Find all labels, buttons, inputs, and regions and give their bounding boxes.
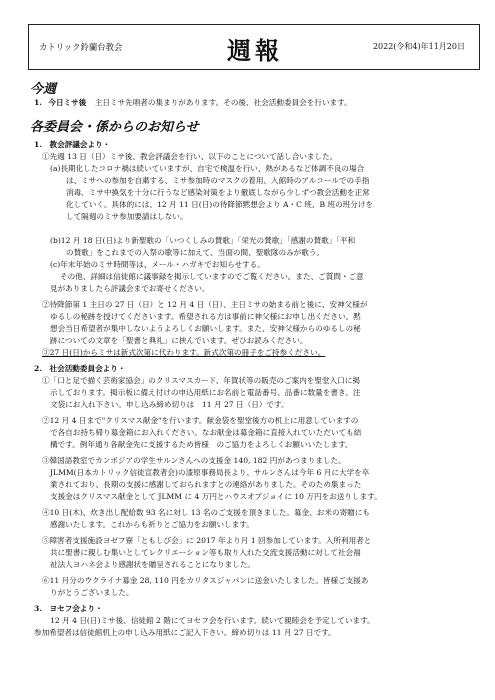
- notice-line: (a)長期化したコロナ禍は続いていますが、自宅で検温を行い、熱があるなど体調不良の場合: [50, 164, 365, 173]
- notice-line: ⑥11 月分のウクライナ募金 28, 110 円をカリタスジャパンに送金いたしました。皆様ご支援あ: [42, 576, 369, 585]
- notice-line: 感謝いたします。これからも祈りとご協力をお願いします。: [50, 520, 254, 529]
- bulletin-date: 2022(令和4)年11月20日: [372, 42, 465, 51]
- church-name: カトリック鈴蘭台教会: [39, 42, 123, 52]
- notice-line: ④10 日(木)、炊き出し配給数 93 名に対し 13 名のご支援を頂きました。募金、お米の寄贈にも: [42, 508, 370, 517]
- notice-line: 業されており、長期の支援に感謝しておられますとの連絡がありました。そのため集まった: [50, 480, 362, 489]
- notice-line: (c)年末年始のミサ時間等は、メール・ハガキでお知らせする。: [50, 260, 265, 269]
- bulletin-title: 週報: [227, 36, 283, 65]
- notice-line: 化していく。具体的には、12 月 11 日(日)の待降節黙想会より A・C 班、B 班の班分けを: [66, 200, 374, 209]
- notice-line: (b)12 月 18 日(日)より新聖歌の「いつくしみの賛歌」「栄光の賛歌」「感謝の賛歌」「平和: [50, 236, 356, 245]
- notice-line: ③27 日(日)からミサは新式次第に代わります。新式次第の冊子をご持参ください。: [42, 348, 326, 357]
- notice-line: ⑤障害者支援施設ヨゼフ寮「ともしび会」に 2017 年より月 1 回参加しています。入所利用者と: [42, 536, 372, 545]
- notice-line: 共に聖書に親しむ集いとしてレクリエーション等も取り入れた交流支援活動に対して社会福: [50, 548, 361, 557]
- header-box: [28, 24, 480, 70]
- notice-line: は、ミサへの参加を自粛する、ミサ参加時のマスクの着用、入館時のアルコールでの手指: [66, 176, 370, 185]
- this-week-label: 今日ミサ後: [48, 98, 87, 107]
- notice-line: の賛歌」をこれまでの入祭の歌等に加えて、当面の間、聖歌隊のみが歌う。: [66, 248, 325, 257]
- notice-line: 1. 教会評議会より・: [34, 140, 111, 149]
- notice-line: 3. ヨセフ会より・: [34, 604, 103, 613]
- notice-line: りがとうございました。: [50, 588, 134, 597]
- this-week-text: 主日ミサ先唱者の集まりがあります。その後、社会活動委員会を行います。: [94, 98, 352, 107]
- notice-line: ②待降節第 1 主日の 27 日（日）と 12 月 4 日（日）、主日ミサの始まる前と後に、安神父様が: [42, 300, 368, 309]
- notice-line: 12 月 4 日(日)ミサ後、信徒館 2 階にてヨセフ会を行います。続いて親睦会を予定しています。: [50, 616, 375, 625]
- notice-line: 祉法人ヨハネ会より感謝状を贈呈されることになりました。: [50, 560, 256, 569]
- notice-line: 構です。例年通り各献金先に支援するため皆様 のご協力をよろしくお願いいたします。: [50, 440, 353, 449]
- notice-line: ③韓国語教室でカンボジアの学生サルンさんへの支援金 140, 182 円があつまりました。: [42, 456, 346, 465]
- this-week-num: 1.: [34, 98, 42, 107]
- notice-line: 跡についての文章を「聖書と典礼」に挟んでいます。ぜひお読みください。: [50, 336, 308, 345]
- notice-line: 消毒、ミサ中換気を十分に行うなど感染対策をより徹底しながら少しずつ教会活動を正常: [66, 188, 370, 197]
- notice-line: で各自お持ち帰り募金箱にお入れください。なお献金は募金箱に直接入れていただいても結: [50, 428, 362, 437]
- notice-line: ゆるしの秘跡を授けてくださいます。希望される方は事前に神父様にお申し出ください。黙: [50, 312, 361, 321]
- notice-line: ②12 月 4 日まで"クリスマス献金"を行います。献金袋を聖堂後方の机上に用意していますの: [42, 416, 359, 425]
- notice-line: 見がありましたら評議会までお寄せください。: [50, 284, 210, 293]
- notice-line: 2. 社会活動委員会より・: [34, 364, 126, 373]
- notice-line: その他、詳細は信徒館に議事録を掲示していますのでご覧ください。また、ご質問・ご意: [60, 272, 364, 281]
- notices-heading: 各委員会・係からのお知らせ: [30, 120, 199, 135]
- notice-line: JLMM(日本カトリック信徒宣教者会)の漆原事務局長より、サルンさんは今年 6 月に大学を卒: [50, 468, 370, 477]
- notice-line: ①先週 13 日（日）ミサ後、教会評議会を行い、以下のことについて話し合いました。: [42, 152, 338, 161]
- this-week-item: [34, 98, 352, 108]
- this-week-heading: 今週: [30, 82, 57, 97]
- notice-line: 文袋にお入れ下さい。申し込み締め切りは 11 月 27 日（日）です。: [50, 400, 289, 409]
- notice-line: して隔週のミサ参加要請はしない。: [66, 212, 188, 221]
- notice-line: 参加希望者は信徒館机上の申し込み用紙にご記入下さい。締め切りは 11 月 27 日です。: [34, 628, 336, 637]
- notice-line: ①「口と足で描く芸術家協会」のクリスマスカード、年賀状等の販売のご案内を聖堂入口に掲: [42, 376, 360, 385]
- notice-line: 支援金はクリスマス献金として JLMM に 4 万円とハウスオブジョイに 10 万円をお送りします。: [50, 492, 382, 501]
- notice-line: 想会当日希望者が集中しないようよろしくお願いします。また、安神父様からのゆるしの秘: [50, 324, 361, 333]
- notice-line: 示しております。掲示板に備え付けの申込用紙にお名前と電話番号、品番に数量を書き、注: [50, 388, 361, 397]
